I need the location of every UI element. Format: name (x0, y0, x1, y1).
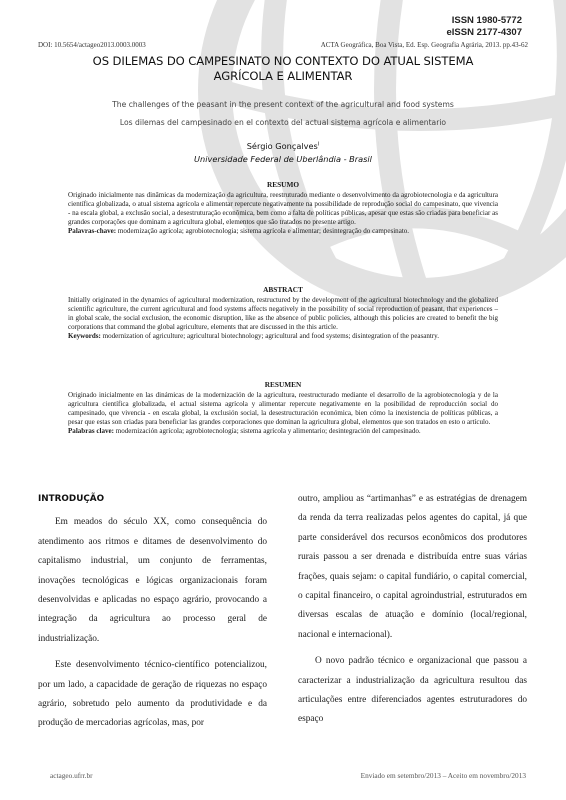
issn: ISSN 1980-5772 (451, 15, 522, 26)
author (38, 141, 528, 151)
author-affiliation: Universidade Federal de Uberlândia - Brasil (194, 154, 372, 164)
doi-line (38, 41, 528, 49)
resumo-keywords-text: modernização agrícola; agrobiotecnologia; sistema agrícola e alimentar; desintegração do campesinato. (117, 227, 410, 236)
resumen-keywords-text: modernización agrícola; agrobiotecnología; sistema agrícola y alimentario; desintegración del campesinado. (115, 427, 421, 436)
body-paragraph: Em meados do século XX, como consequência do atendimento aos ritmos e ditames de desenvolvimento do capitalismo industrial, um conjunto de ferramentas, inovações tecnológicas e lógicas organizacionais foram desenvolvidas e aplicadas no espaço agrário, provocando a integração da agricultura ao processo geral de industrialização. (38, 517, 267, 644)
resumo-keywords (68, 227, 498, 236)
body-paragraph: O novo padrão técnico e organizacional que passou a caracterizar a industrialização da agricultura resultou das articulações entre diferenciados agentes estruturadores do espaço (298, 656, 527, 725)
resumen-keywords-label: Palabras clave: (68, 427, 114, 436)
eissn: eISSN 2177-4307 (446, 27, 522, 38)
abstract-section (68, 285, 498, 342)
title-line-2: AGRÍCOLA E ALIMENTAR (213, 69, 353, 83)
abstract-heading: ABSTRACT (263, 285, 303, 294)
resumen-text: Originado inicialmente en las dinámicas de la modernización de la agricultura, reestructurado mediante el desarrollo de la agrobiotecnología y de la agricultura científica globalizada, el actual sistema agrícola y alimentar repercute negativamente en la posibilidad de reproducción social do campesinado, que vivencia - en escala global, la exclusión social, la desestructuración económica, bien cómo la inexistencia de políticas públicas, a pesar que estas son criadas para beneficiar las grandes corporaciones que dominan la agricultura global, elementos que son tratados en esto o artículo. (68, 391, 498, 427)
resumen-heading: RESUMEN (264, 380, 302, 389)
footer-dates: Enviado em setembro/2013 – Aceito em novembro/2013 (360, 771, 526, 780)
resumo-keywords-label: Palavras-chave: (68, 227, 117, 236)
resumen-section (68, 380, 498, 437)
abstract-keywords (68, 332, 498, 341)
abstract-keywords-label: Keywords: (68, 332, 101, 341)
resumo-section (68, 180, 498, 237)
resumo-text: Originado inicialmente nas dinâmicas da modernização da agricultura, reestruturado mediante o desenvolvimento da agrobiotecnologia e da agricultura científica globalizada, o atual sistema agrícola e alimentar repercute negativamente na possibilidade de reprodução social do campesinato, que vivencia - na escala global, a exclusão social, a desestruturação econômica, bem como a falta de políticas públicas, apesar que estas são criadas para beneficiar as grandes corporações que dominam a agricultura global, elementos que são tratados no presente artigo. (68, 191, 498, 227)
resumo-heading: RESUMO (266, 180, 300, 189)
journal-citation: ACTA Geográfica, Boa Vista, Ed. Esp. Geografia Agrária, 2013. pp.43-62 (320, 41, 528, 49)
body-column-left (38, 490, 267, 741)
page-footer (38, 771, 528, 780)
footer-website[interactable]: actageo.ufrr.br (50, 771, 93, 780)
subtitle-english: The challenges of the peasant in the present context of the agricultural and food systems (112, 100, 454, 109)
issn-block (446, 15, 522, 39)
body-paragraph: outro, ampliou as “artimanhas” e as estratégias de drenagem da renda da terra realizadas pelos agentes do capital, já que parte considerável dos recursos econômicos dos produtores rurais passou a ser drenada e distribuída entre suas várias frações, quais sejam: o capital fundiário, o capital comercial, o capital financeiro, o capital agroindustrial, estruturados em diversas escalas de atuação e domínio (local/regional, nacional e internacional). (298, 494, 527, 640)
abstract-keywords-text: modernization of agriculture; agricultural biotechnology; agricultural and food systems; disintegration of the peasantry. (102, 332, 439, 341)
body-column-right (298, 490, 527, 737)
body-paragraph: Este desenvolvimento técnico-científico potencializou, por um lado, a capacidade de geração de riquezas no espaço agrário, sobretudo pelo aumento da produtividade e da produção de mercadorias agrícolas, mas, por (38, 660, 267, 729)
resumen-keywords (68, 427, 498, 436)
subtitle-spanish: Los dilemas del campesinado en el contexto del actual sistema agrícola e alimentario (119, 118, 447, 127)
abstract-text: Initially originated in the dynamics of agricultural modernization, restructured by the development of the agricultural biotechnology and the globalized scientific agriculture, the current agricultural and food systems affects negatively in the possibility of social reproduction of peasant, that experiences – in global scale, the social exclusion, the economic disruption, like as the absence of public policies, although this policies are created to benefit the big corporations that command the global agriculture, elements that are discussed in the this article. (68, 296, 498, 332)
doi[interactable]: DOI: 10.5654/actageo2013.0003.0003 (38, 41, 146, 49)
author-footnote-marker[interactable]: I (317, 141, 320, 148)
author-name: Sérgio Gonçalves (246, 141, 318, 151)
section-heading-introducao: INTRODUÇÃO (38, 494, 105, 504)
journal-globe-watermark (180, 0, 566, 330)
title-line-1: OS DILEMAS DO CAMPESINATO NO CONTEXTO DO ATUAL SISTEMA (92, 54, 474, 68)
article-title (38, 54, 528, 84)
